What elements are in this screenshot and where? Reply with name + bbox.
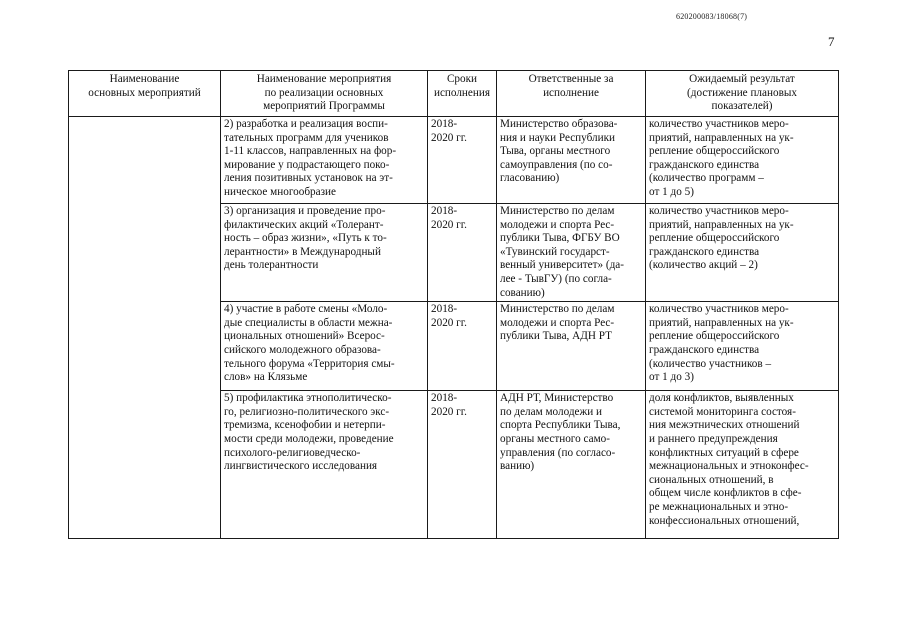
period-cell: 2018- 2020 гг. [428,117,497,204]
responsible-cell: Министерство образова- ния и науки Республики Тыва, органы местного самоуправления (по со- гласованию) [497,117,646,204]
responsible-cell: Министерство по делам молодежи и спорта Рес- публики Тыва, ФГБУ ВО «Тувинский государст- венный университет» (да- лее - ТывГУ) (по согла- сованию) [497,204,646,302]
responsible-cell: АДН РТ, Министерство по делам молодежи и спорта Республики Тыва, органы местного само- управления (по согласо- ванию) [497,391,646,539]
activity-cell: 4) участие в работе смены «Моло- дые специалисты в области межна- циональных отношений» Всерос- сийского молодежного образова- тельного форума «Территория смы- слов» на Клязьме [221,302,428,391]
header-responsible: Ответственные за исполнение [497,71,646,117]
period-cell: 2018- 2020 гг. [428,302,497,391]
header-expected-result: Ожидаемый результат (достижение плановых показателей) [646,71,839,117]
document-code: 620200083/18068(7) [676,12,748,21]
result-cell: количество участников меро- приятий, направленных на ук- репление общероссийского гражданского единства (количество акций – 2) [646,204,839,302]
result-cell: количество участников меро- приятий, направленных на ук- репление общероссийского гражданского единства (количество участников – от 1 до 3) [646,302,839,391]
period-cell: 2018- 2020 гг. [428,391,497,539]
activity-cell: 5) профилактика этнополитическо- го, религиозно-политического экс- тремизма, ксенофобии и нетерпи- мости среди молодежи, проведение психолого-религиоведческо- лингвистического исследования [221,391,428,539]
table-header-row [69,71,839,117]
header-deadlines: Сроки исполнения [428,71,497,117]
table-row [69,117,839,204]
main-activity-cell [69,117,221,539]
activity-cell: 2) разработка и реализация воспи- тательных программ для учеников 1-11 классов, направленных на фор- мирование у подрастающего поко- ления позитивных установок на эт- ническое многообразие [221,117,428,204]
responsible-cell: Министерство по делам молодежи и спорта Рес- публики Тыва, АДН РТ [497,302,646,391]
page-number: 7 [828,34,835,49]
result-cell: количество участников меро- приятий, направленных на ук- репление общероссийского гражданского единства (количество программ – от 1 до 5) [646,117,839,204]
period-cell: 2018- 2020 гг. [428,204,497,302]
activity-cell: 3) организация и проведение про- филактических акций «Толерант- ность – образ жизни», «Путь к то- лерантности» в Международный день толерантности [221,204,428,302]
header-main-activities: Наименование основных мероприятий [69,71,221,117]
result-cell: доля конфликтов, выявленных системой мониторинга состоя- ния межэтнических отношений и раннего предупреждения конфликтных ситуаций в сфере межнациональных и этноконфес- сиональных отношений, в общем числе конфликтов в сфе- ре межнациональных и этно- конфессиональных отношений, [646,391,839,539]
program-activities-table [68,70,839,539]
header-activity-name: Наименование мероприятия по реализации основных мероприятий Программы [221,71,428,117]
